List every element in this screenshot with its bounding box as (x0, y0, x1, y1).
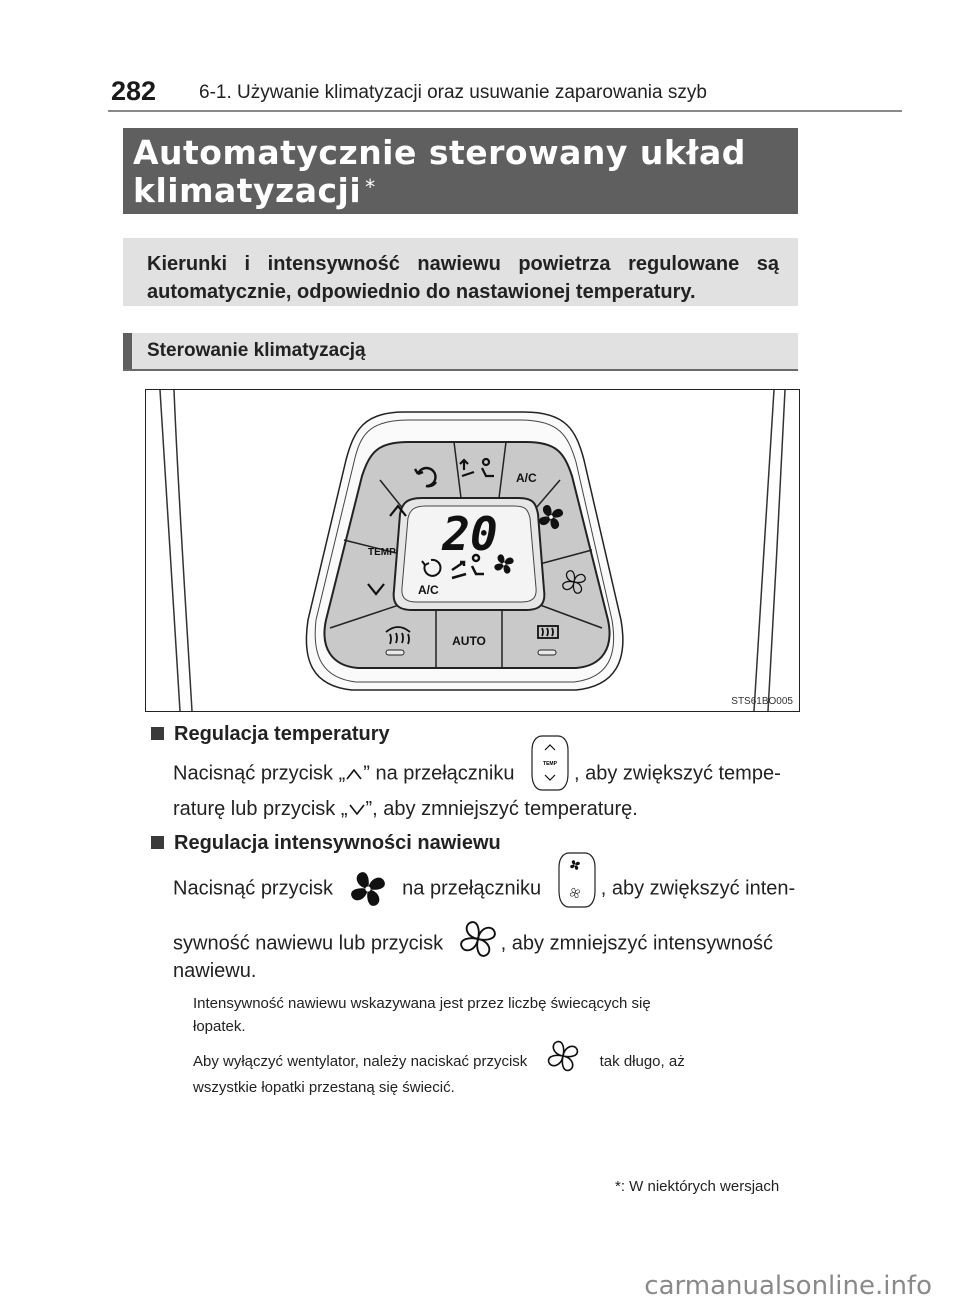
title-footnote-star: * (365, 175, 376, 199)
subsection-title: Sterowanie klimatyzacją (147, 340, 366, 361)
fan-switch-icon (555, 851, 599, 909)
bullet-square-icon (151, 836, 164, 849)
page-title (133, 134, 746, 210)
fan-heading-text: Regulacja intensywności nawiewu (174, 832, 501, 854)
subsection-marker (123, 333, 132, 369)
bullet-square-icon (151, 727, 164, 740)
section-header: 6-1. Używanie klimatyzacji oraz usuwanie zaparowania szyb (199, 82, 707, 103)
display-temperature: 20 (442, 507, 498, 561)
fan-line-3: nawiewu. (173, 960, 257, 982)
auto-button-label: AUTO (452, 634, 486, 648)
page-title-line2: klimatyzacji (133, 171, 362, 210)
page-title-line1: Automatycznie sterowany układ (133, 133, 746, 172)
chevron-down-icon (348, 803, 366, 817)
temp-button-label: TEMP (368, 547, 396, 558)
temp-heading (151, 723, 390, 746)
fan-outline-icon (545, 1038, 581, 1074)
fan-line-1: Nacisnąć przycisk na przełączniku , aby zwiększyć inten- (173, 868, 795, 910)
header-rule (108, 110, 902, 112)
footnote-star: * (615, 1178, 621, 1195)
fan-outline-icon (457, 918, 499, 960)
note-1: Intensywność nawiewu wskazywana jest przez liczbę świecących się łopatek. (193, 995, 651, 1035)
fan-line-2: sywność nawiewu lub przycisk , aby zmniejszyć intensywność (173, 928, 773, 960)
intro-text: Kierunki i intensywność nawiewu powietrza regulowane są automatycznie, odpowiednio do nastawionej temperatury. (147, 253, 779, 303)
note-2-line2: wszystkie łopatki przestaną się świecić. (193, 1079, 455, 1096)
title-band (123, 128, 798, 214)
fan-down-icon (563, 571, 586, 594)
intro-box (123, 238, 798, 306)
watermark: carmanualsonline.info (644, 1271, 932, 1301)
footnote-text: : W niektórych wersjach (620, 1178, 780, 1195)
fan-heading (151, 832, 501, 855)
temp-line-1: Nacisnąć przycisk „ ” na przełączniku TEMP , aby zwiększyć tempe- (173, 756, 781, 792)
display-ac-label: A/C (418, 583, 439, 597)
page-number: 282 (111, 76, 157, 106)
note-2: Aby wyłączyć wentylator, należy naciskać przycisk tak długo, aż (193, 1050, 685, 1074)
ac-button-label: A/C (516, 471, 537, 485)
control-panel-figure (145, 389, 800, 712)
temp-heading-text: Regulacja temperatury (174, 723, 390, 745)
figure-code: STS61BO005 (731, 696, 793, 707)
subsection-header (123, 333, 798, 371)
temp-switch-icon (528, 734, 572, 792)
fan-filled-icon (347, 868, 389, 910)
footnote (615, 1178, 779, 1195)
climate-control-panel-illustration (146, 390, 799, 711)
temp-line-2: raturę lub przycisk „ ”, aby zmniejszyć temperaturę. (173, 798, 638, 820)
chevron-up-icon (345, 767, 363, 781)
svg-text:TEMP: TEMP (543, 761, 557, 767)
